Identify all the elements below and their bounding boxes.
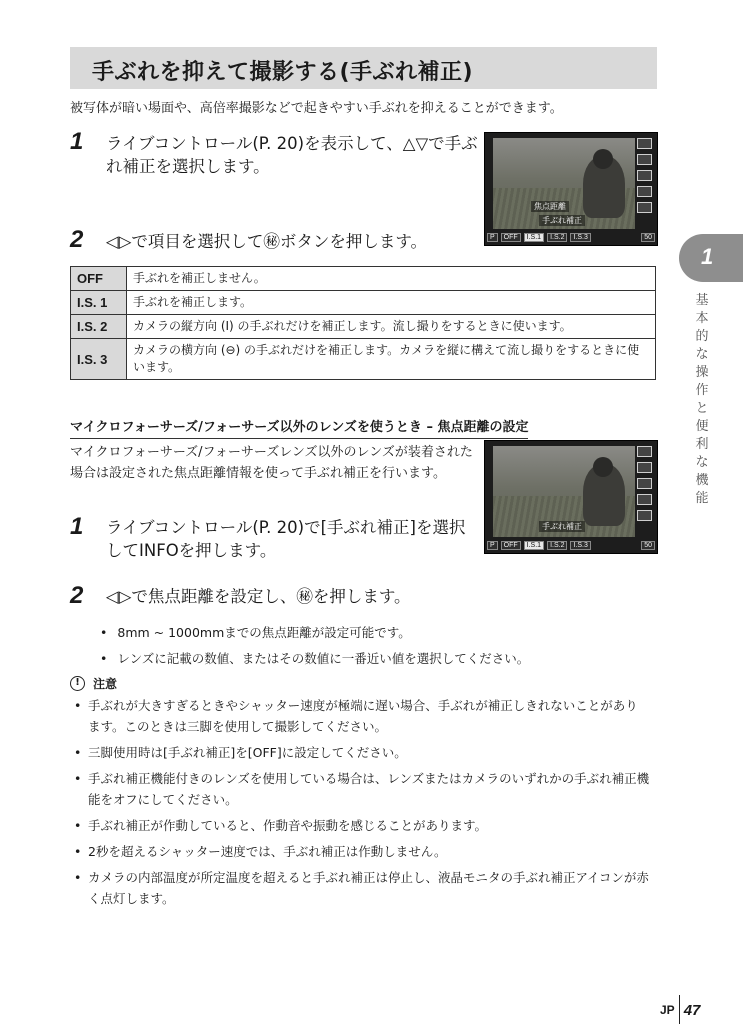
step-b1-number: 1 <box>70 513 84 540</box>
mode-desc: カメラの横方向 (⊖) の手ぶれだけを補正します。カメラを縦に構えて流し撮りをするときに使います。 <box>127 339 656 380</box>
list-item: • 手ぶれが大きすぎるときやシャッター速度が極端に遅い場合、手ぶれが補正しきれないことがあります。このときは三脚を使用して撮影してください。 <box>70 695 650 737</box>
option-off: OFF <box>501 541 521 550</box>
page-footer <box>660 995 700 1024</box>
notes-list <box>70 695 650 914</box>
list-item: • レンズに記載の数値、またはその数値に一番近い値を選択してください。 <box>100 646 529 672</box>
focal-badge: 50 <box>641 541 655 550</box>
mode-code: I.S. 3 <box>71 339 127 380</box>
table-row <box>71 267 656 291</box>
camera-screen-image <box>484 132 658 246</box>
intro-text: 被写体が暗い場面や、高倍率撮影などで起きやすい手ぶれを抑えることができます。 <box>70 101 563 116</box>
list-item: • カメラの内部温度が所定温度を超えると手ぶれ補正は停止し、液晶モニタの手ぶれ補正アイコンが赤く点灯します。 <box>70 867 650 909</box>
option-is2: I.S.2 <box>547 233 567 242</box>
option-is3: I.S.3 <box>570 233 590 242</box>
language-label: JP <box>660 1003 675 1017</box>
list-item: • 手ぶれ補正が作動していると、作動音や振動を感じることがあります。 <box>70 815 650 836</box>
list-item: • 手ぶれ補正機能付きのレンズを使用している場合は、レンズまたはカメラのいずれかの手ぶれ補正機能をオフにしてください。 <box>70 768 650 810</box>
table-row <box>71 291 656 315</box>
page-number: 47 <box>683 1001 701 1019</box>
notes-title: 注意 <box>93 677 118 691</box>
mode-icon: P <box>487 541 498 550</box>
stabilizer-overlay: 手ぶれ補正 <box>539 521 585 532</box>
mode-icon: P <box>487 233 498 242</box>
section-intro: マイクロフォーサーズ/フォーサーズレンズ以外のレンズが装着された場合は設定された焦点距離情報を使って手ぶれ補正を行います。 <box>70 445 473 481</box>
step-1-number: 1 <box>70 128 84 155</box>
step-b2-number: 2 <box>70 582 84 609</box>
chapter-number: 1 <box>701 244 714 269</box>
step-b1-text: ライブコントロール(P. 20)で[手ぶれ補正]を選択してINFOを押します。 <box>106 518 466 560</box>
live-control-bar <box>487 231 655 243</box>
list-item: • 2秒を超えるシャッター速度では、手ぶれ補正は作動しません。 <box>70 841 650 862</box>
side-icons <box>637 446 654 537</box>
side-icons <box>637 138 654 229</box>
list-item: • 8mm ~ 1000mmまでの焦点距離が設定可能です。 <box>100 620 529 646</box>
page-title-bar <box>70 47 657 89</box>
caution-icon: ! <box>70 676 85 691</box>
page-title: 手ぶれを抑えて撮影する(手ぶれ補正) <box>92 60 474 85</box>
mode-desc: 手ぶれを補正しません。 <box>127 267 656 291</box>
mode-code: I.S. 2 <box>71 315 127 339</box>
option-off: OFF <box>501 233 521 242</box>
chapter-tab <box>679 234 743 282</box>
camera-screen-image-2 <box>484 440 658 554</box>
focal-badge: 50 <box>641 233 655 242</box>
step-2-number: 2 <box>70 226 84 253</box>
focal-bullets <box>100 620 529 672</box>
step-b2-text: ◁▷で焦点距離を設定し、㊙を押します。 <box>106 587 411 606</box>
mode-code: OFF <box>71 267 127 291</box>
mode-code: I.S. 1 <box>71 291 127 315</box>
option-is1: I.S.1 <box>524 233 544 242</box>
option-is1: I.S.1 <box>524 541 544 550</box>
step-2-text: ◁▷で項目を選択して㊙ボタンを押します。 <box>106 232 428 251</box>
option-is2: I.S.2 <box>547 541 567 550</box>
mode-table <box>70 266 656 380</box>
option-is3: I.S.3 <box>570 541 590 550</box>
mode-desc: 手ぶれを補正します。 <box>127 291 656 315</box>
mode-desc: カメラの縦方向 (I) の手ぶれだけを補正します。流し撮りをするときに使います。 <box>127 315 656 339</box>
focal-length-overlay: 焦点距離 <box>531 201 569 212</box>
table-row <box>71 339 656 380</box>
notes-heading <box>70 675 117 692</box>
chapter-label: 基本的な操作と便利な機能 <box>695 293 709 506</box>
step-1-text: ライブコントロール(P. 20)を表示して、△▽で手ぶれ補正を選択します。 <box>106 134 478 176</box>
list-item: • 三脚使用時は[手ぶれ補正]を[OFF]に設定してください。 <box>70 742 650 763</box>
section-heading: マイクロフォーサーズ/フォーサーズ以外のレンズを使うとき – 焦点距離の設定 <box>70 416 528 439</box>
live-control-bar <box>487 539 655 551</box>
table-row <box>71 315 656 339</box>
stabilizer-overlay: 手ぶれ補正 <box>539 215 585 226</box>
